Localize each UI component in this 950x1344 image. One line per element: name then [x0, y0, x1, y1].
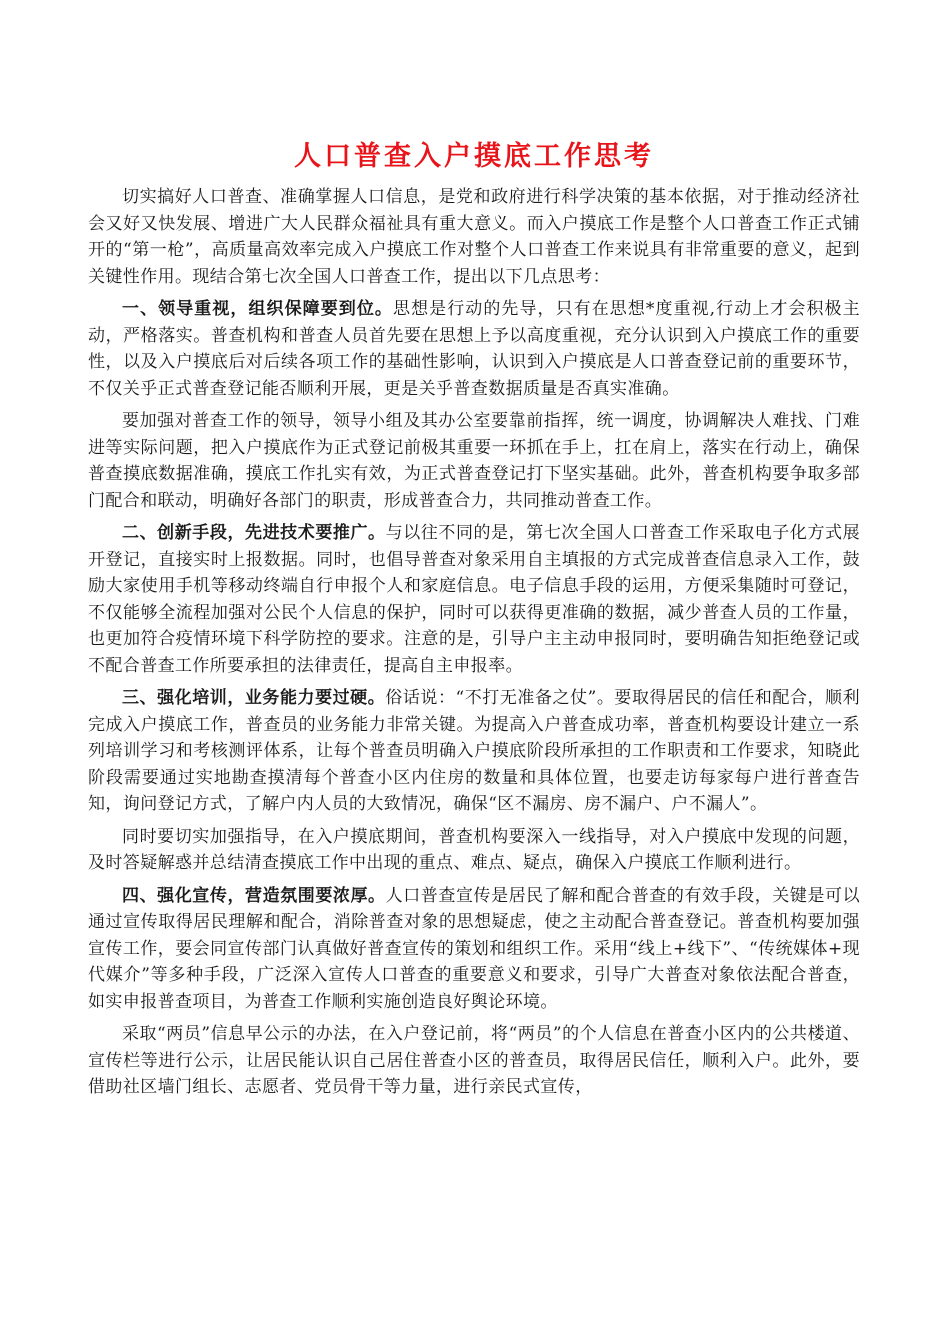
paragraph-section-1-cont [88, 408, 860, 514]
paragraph-intro [88, 184, 860, 290]
section-heading: 三、强化培训，业务能力要过硬。 [122, 688, 386, 708]
paragraph-section-3-cont [88, 824, 860, 877]
paragraph-text: 思想是行动的先导，只有在思想*度重视,行动上才会积极主动，严格落实。普查机构和普查人员首先要在思想上予以高度重视，充分认识到入户摸底工作的重要性，以及入户摸底后对后续各项工作的基础性影响，认识到入户摸底是人口普查登记前的重要环节，不仅关乎正式普查登记能否顺利开展，更是关乎普查数据质量是否真实准确。 [88, 299, 861, 399]
section-heading: 二、创新手段，先进技术要推广。 [122, 523, 386, 543]
paragraph-section-2 [88, 520, 860, 679]
paragraph-text: 人口普查宣传是居民了解和配合普查的有效手段，关键是可以通过宣传取得居民理解和配合，消除普查对象的思想疑虑，使之主动配合普查登记。普查机构要加强宣传工作，要会同宣传部门认真做好普查宣传的策划和组织工作。采用“线上+线下”、“传统媒体+现代媒介”等多种手段，广泛深入宣传人口普查的重要意义和要求，引导广大普查对象依法配合普查，如实申报普查项目，为普查工作顺利实施创造良好舆论环境。 [88, 885, 860, 1012]
paragraph-text: 俗话说：“不打无准备之仗”。要取得居民的信任和配合，顺利完成入户摸底工作，普查员的业务能力非常关键。为提高入户普查成功率，普查机构要设计建立一系列培训学习和考核测评体系，让每个普查员明确入户摸底阶段所承担的工作职责和工作要求，知晓此阶段需要通过实地勘查摸清每个普查小区内住房的数量和具体位置，也要走访每家每户进行普查告知，询问登记方式，了解户内人员的大致情况，确保“区不漏房、房不漏户、户不漏人”。 [88, 688, 860, 814]
paragraph-text: 采取“两员”信息早公示的办法，在入户登记前，将“两员”的个人信息在普查小区内的公共楼道、宣传栏等进行公示，让居民能认识自己居住普查小区的普查员，取得居民信任，顺利入户。此外，要借助社区墙门组长、志愿者、党员骨干等力量，进行亲民式宣传， [88, 1024, 860, 1097]
paragraph-text: 要加强对普查工作的领导，领导小组及其办公室要靠前指挥，统一调度，协调解决人难找、门难进等实际问题，把入户摸底作为正式登记前极其重要一环抓在手上，扛在肩上，落实在行动上，确保普查摸底数据准确，摸底工作扎实有效，为正式普查登记打下坚实基础。此外，普查机构要争取多部门配合和联动，明确好各部门的职责，形成普查合力，共同推动普查工作。 [88, 411, 860, 511]
paragraph-section-3 [88, 685, 860, 818]
document-page [88, 140, 860, 1107]
paragraph-section-1 [88, 296, 860, 402]
paragraph-text: 切实搞好人口普查、准确掌握人口信息，是党和政府进行科学决策的基本依据，对于推动经济社会又好又快发展、增进广大人民群众福祉具有重大意义。而入户摸底工作是整个人口普查工作正式铺开的“第一枪”，高质量高效率完成入户摸底工作对整个人口普查工作来说具有非常重要的意义，起到关键性作用。现结合第七次全国人口普查工作，提出以下几点思考： [88, 187, 860, 287]
document-title: 人口普查入户摸底工作思考 [294, 141, 654, 172]
section-heading: 四、强化宣传，营造氛围要浓厚。 [122, 885, 386, 906]
paragraph-text: 与以往不同的是，第七次全国人口普查工作采取电子化方式展开登记，直接实时上报数据。同时，也倡导普查对象采用自主填报的方式完成普查信息录入工作，鼓励大家使用手机等移动终端自行申报个人和家庭信息。电子信息手段的运用，方便采集随时可登记，不仅能够全流程加强对公民个人信息的保护，同时可以获得更准确的数据，减少普查人员的工作量，也更加符合疫情环境下科学防控的要求。注意的是，引导户主主动申报同时，要明确告知拒绝登记或不配合普查工作所要承担的法律责任，提高自主申报率。 [88, 523, 860, 676]
paragraph-section-4 [88, 883, 860, 1016]
paragraph-text: 同时要切实加强指导，在入户摸底期间，普查机构要深入一线指导，对入户摸底中发现的问题，及时答疑解惑并总结清查摸底工作中出现的重点、难点、疑点，确保入户摸底工作顺利进行。 [88, 826, 860, 873]
paragraph-section-4-cont [88, 1021, 860, 1101]
section-heading: 一、领导重视，组织保障要到位。 [122, 299, 393, 319]
